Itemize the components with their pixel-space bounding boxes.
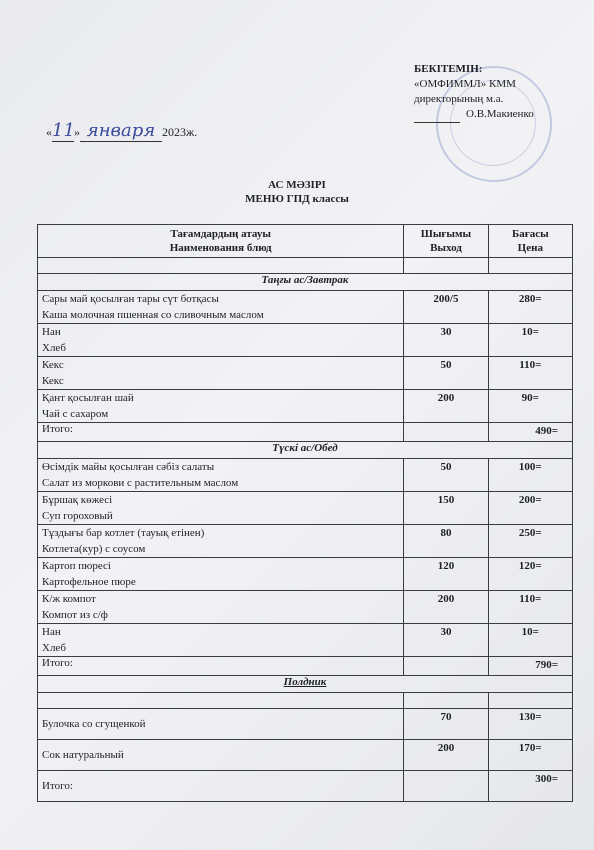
section-breakfast: [38, 274, 573, 291]
dish-name-ru: Суп гороховый: [42, 510, 113, 522]
table-row: [38, 459, 573, 492]
table-row: [38, 324, 573, 357]
dish-name: Булочка со сгущенкой: [38, 709, 404, 740]
section-snack: [38, 676, 573, 693]
dish-name: Сок натуральный: [38, 740, 404, 771]
total-value: 490=: [488, 423, 572, 442]
dish-price: 10=: [488, 324, 572, 357]
header-yield-ru: Выход: [430, 242, 462, 254]
date-year: 2023ж.: [162, 125, 198, 139]
dish-name-ru: Каша молочная пшенная со сливочным маслом: [42, 309, 264, 321]
menu-table: [37, 224, 573, 802]
dish-name-kz: Өсімдік майы қосылған сәбіз салаты: [42, 461, 215, 473]
date-month: января: [80, 120, 162, 142]
dish-name-ru: Картофельное пюре: [42, 576, 136, 588]
dish-yield: 30: [404, 324, 488, 357]
dish-price: 100=: [488, 459, 572, 492]
table-row: [38, 558, 573, 591]
table-row: [38, 291, 573, 324]
table-row: [38, 492, 573, 525]
document-date: [46, 120, 197, 142]
dish-name-ru: Чай с сахаром: [42, 408, 109, 420]
dish-name-ru: Кекс: [42, 375, 64, 387]
approval-organization: «ОМФИММЛ» КММ: [414, 78, 516, 90]
section-title: Полдник: [38, 676, 573, 693]
table-row: [38, 709, 573, 740]
dish-price: 250=: [488, 525, 572, 558]
total-row-snack: [38, 771, 573, 802]
dish-yield: 200/5: [404, 291, 488, 324]
dish-yield: 80: [404, 525, 488, 558]
dish-price: 10=: [488, 624, 572, 657]
dish-name-ru: Компот из с/ф: [42, 609, 108, 621]
dish-price: 120=: [488, 558, 572, 591]
header-name: [38, 225, 404, 258]
dish-price: 130=: [488, 709, 572, 740]
header-price-ru: Цена: [517, 242, 543, 254]
table-row: [38, 357, 573, 390]
dish-yield: 150: [404, 492, 488, 525]
dish-yield: 200: [404, 591, 488, 624]
date-close-quote: »: [74, 125, 80, 139]
menu-subtitle: МЕНЮ ГПД классы: [245, 193, 349, 205]
approval-heading: БЕКІТЕМІН:: [414, 63, 483, 75]
table-row: [38, 591, 573, 624]
total-value: 300=: [488, 771, 572, 802]
total-row-lunch: [38, 657, 573, 676]
total-label: Итого:: [38, 657, 404, 676]
date-day: 11: [52, 120, 75, 141]
table-header-row: [38, 225, 573, 258]
dish-yield: 50: [404, 357, 488, 390]
dish-yield: 120: [404, 558, 488, 591]
dish-yield: 50: [404, 459, 488, 492]
date-open-quote: «: [46, 125, 52, 139]
menu-title: АС МӘЗІРІ: [268, 179, 326, 191]
dish-price: 170=: [488, 740, 572, 771]
dish-name-kz: К/ж компот: [42, 593, 96, 605]
table-row: [38, 740, 573, 771]
approval-signer: О.В.Макиенко: [466, 108, 534, 120]
dish-name-kz: Нан: [42, 326, 61, 338]
dish-yield: 70: [404, 709, 488, 740]
approval-block: [414, 62, 534, 123]
table-row: [38, 525, 573, 558]
dish-price: 200=: [488, 492, 572, 525]
header-name-kz: Тағамдардың атауы: [170, 228, 271, 240]
total-value: 790=: [488, 657, 572, 676]
dish-name-kz: Қант қосылған шай: [42, 392, 134, 404]
dish-name-kz: Кекс: [42, 359, 64, 371]
total-label: Итого:: [38, 423, 404, 442]
dish-name-ru: Котлета(кур) с соусом: [42, 543, 146, 555]
dish-name-ru: Салат из моркови с растительным маслом: [42, 477, 239, 489]
table-row: [38, 624, 573, 657]
dish-price: 280=: [488, 291, 572, 324]
section-lunch: [38, 442, 573, 459]
approval-signature-line: [414, 107, 534, 123]
total-label: Итого:: [38, 771, 404, 802]
dish-yield: 30: [404, 624, 488, 657]
dish-price: 110=: [488, 357, 572, 390]
header-name-ru: Наименования блюд: [169, 242, 272, 254]
header-yield-kz: Шығымы: [420, 228, 472, 240]
header-price: [488, 225, 572, 258]
dish-name-kz: Тұздығы бар котлет (тауық етінен): [42, 527, 205, 539]
section-title: Түскі ас/Обед: [38, 442, 573, 459]
dish-price: 90=: [488, 390, 572, 423]
signature: [414, 107, 460, 123]
header-price-kz: Бағасы: [511, 228, 549, 240]
dish-yield: 200: [404, 390, 488, 423]
header-yield: [404, 225, 488, 258]
dish-name-kz: Нан: [42, 626, 61, 638]
dish-name-ru: Хлеб: [42, 642, 66, 654]
blank-row: [38, 693, 573, 709]
dish-name-kz: Сары май қосылған тары сүт ботқасы: [42, 293, 219, 305]
dish-price: 110=: [488, 591, 572, 624]
blank-row: [38, 258, 573, 274]
approval-position: директорының м.а.: [414, 93, 504, 105]
section-title: Таңғы ас/Завтрак: [38, 274, 573, 291]
dish-name-kz: Бұршақ көжесі: [42, 494, 113, 506]
dish-name-kz: Картоп пюресі: [42, 560, 111, 572]
dish-name-ru: Хлеб: [42, 342, 66, 354]
dish-yield: 200: [404, 740, 488, 771]
table-row: [38, 390, 573, 423]
total-row-breakfast: [38, 423, 573, 442]
